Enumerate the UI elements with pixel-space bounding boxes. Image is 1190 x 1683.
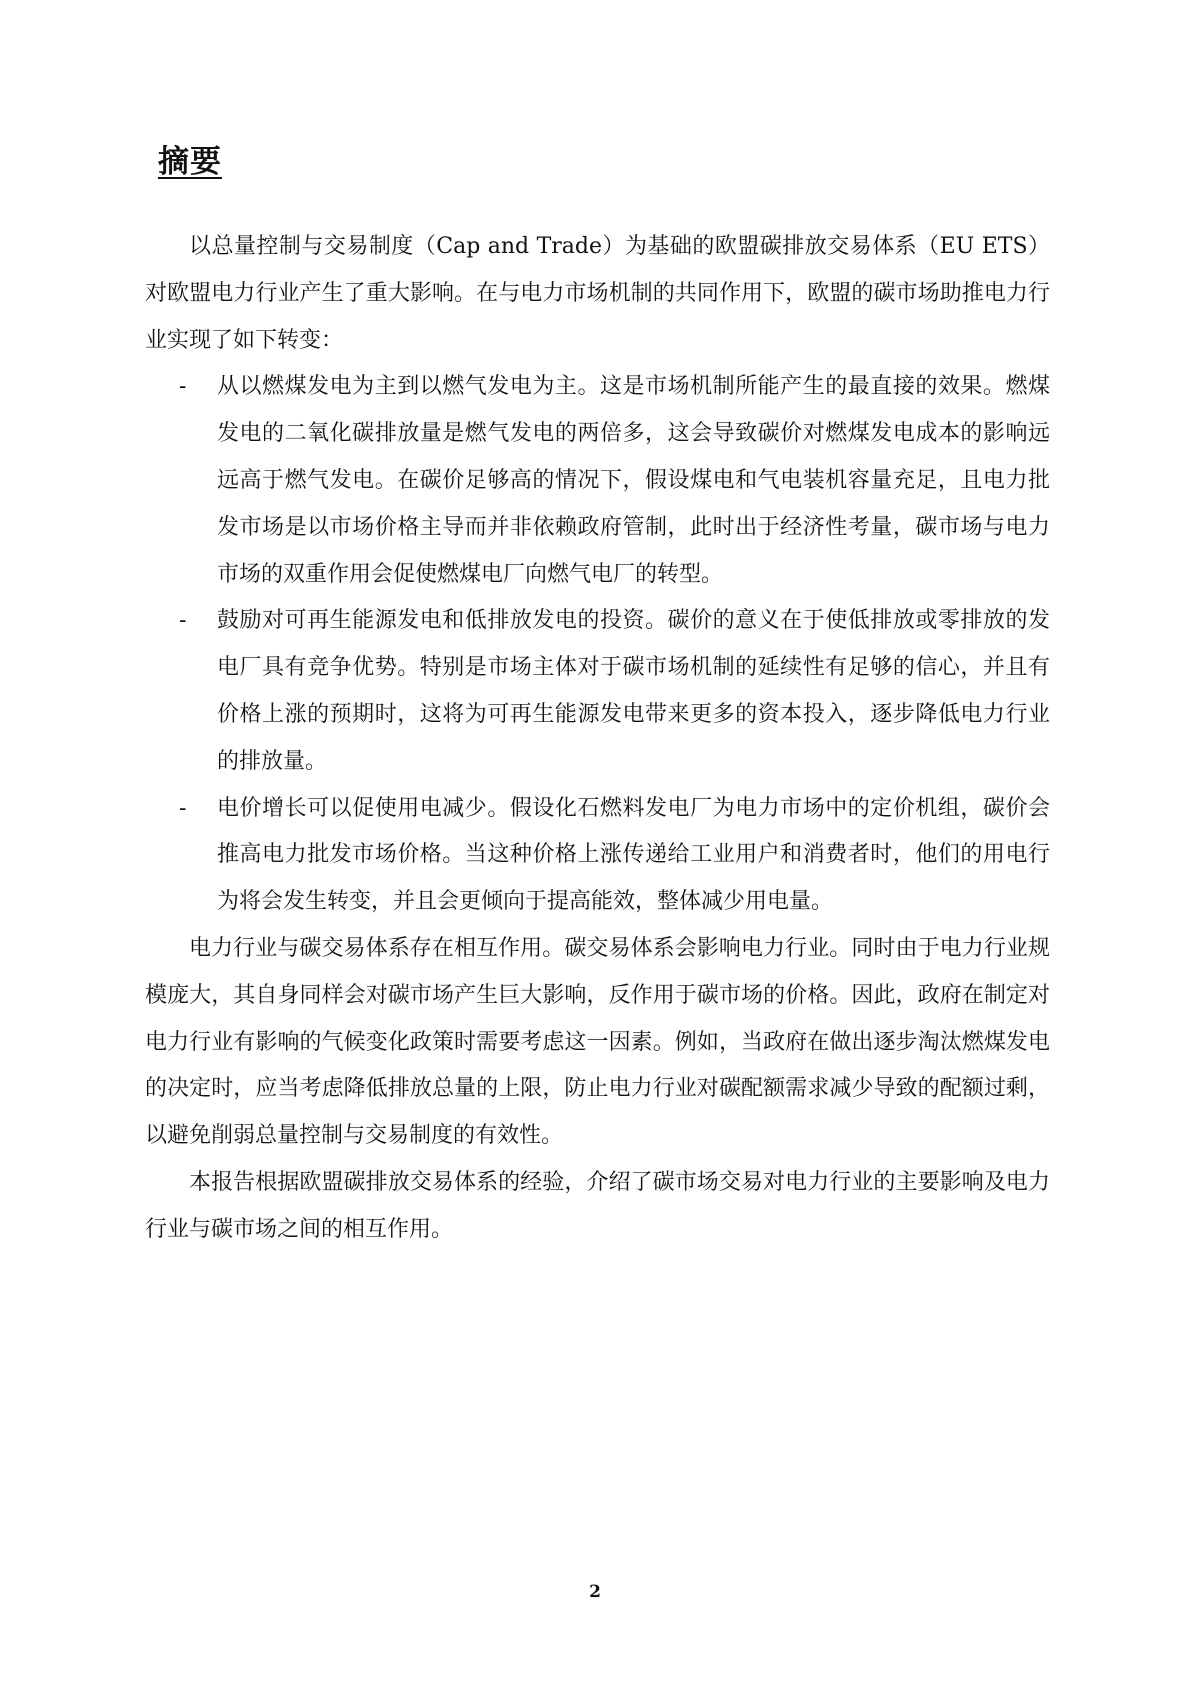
bullet-text: 鼓励对可再生能源发电和低排放发电的投资。碳价的意义在于使低排放或零排放的发电厂具有竞争优势。特别是市场主体对于碳市场机制的延续性有足够的信心，并且有价格上涨的预期时，这将为可再生能源发电带来更多的资本投入，逐步降低电力行业的排放量。 [217, 608, 1050, 774]
bullet-dash: - [179, 608, 187, 634]
bullet-text: 电价增长可以促使用电减少。假设化石燃料发电厂为电力市场中的定价机组，碳价会推高电力批发市场价格。当这种价格上涨传递给工业用户和消费者时，他们的用电行为将会发生转变，并且会更倾向于提高能效，整体减少用电量。 [217, 795, 1050, 915]
body-text [145, 224, 1050, 1254]
section-heading: 摘要 [158, 144, 222, 180]
bullet-dash: - [179, 374, 187, 400]
page-number: 2 [589, 1582, 601, 1602]
bullet-item [145, 598, 1050, 785]
bullet-dash: - [179, 795, 187, 821]
intro-paragraph: 以总量控制与交易制度（Cap and Trade）为基础的欧盟碳排放交易体系（EU ETS）对欧盟电力行业产生了重大影响。在与电力市场机制的共同作用下，欧盟的碳市场助推电力行业实现了如下转变： [145, 234, 1050, 353]
bullet-item [145, 364, 1050, 598]
summary-paragraph: 本报告根据欧盟碳排放交易体系的经验，介绍了碳市场交易对电力行业的主要影响及电力行业与碳市场之间的相互作用。 [145, 1169, 1050, 1242]
interaction-paragraph: 电力行业与碳交易体系存在相互作用。碳交易体系会影响电力行业。同时由于电力行业规模庞大，其自身同样会对碳市场产生巨大影响，反作用于碳市场的价格。因此，政府在制定对电力行业有影响的气候变化政策时需要考虑这一因素。例如，当政府在做出逐步淘汰燃煤发电的决定时，应当考虑降低排放总量的上限，防止电力行业对碳配额需求减少导致的配额过剩，以避免削弱总量控制与交易制度的有效性。 [145, 935, 1050, 1149]
bullet-item [145, 786, 1050, 926]
bullet-list [145, 364, 1050, 926]
bullet-text: 从以燃煤发电为主到以燃气发电为主。这是市场机制所能产生的最直接的效果。燃煤发电的二氧化碳排放量是燃气发电的两倍多，这会导致碳价对燃煤发电成本的影响远远高于燃气发电。在碳价足够高的情况下，假设煤电和气电装机容量充足，且电力批发市场是以市场价格主导而并非依赖政府管制，此时出于经济性考量，碳市场与电力市场的双重作用会促使燃煤电厂向燃气电厂的转型。 [217, 374, 1050, 587]
